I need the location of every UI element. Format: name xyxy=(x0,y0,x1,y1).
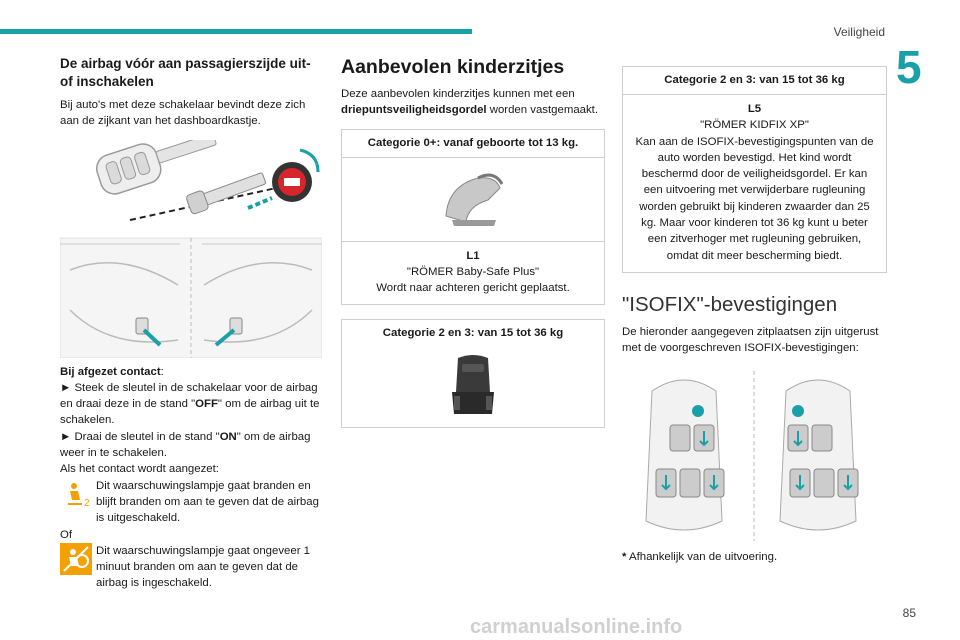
warning-off-text: Dit waarschuwingslampje gaat branden en blijft branden om aan te geven dat de airbag is uitgeschakeld. xyxy=(96,479,319,525)
seat-code-l5: L5 xyxy=(747,103,762,115)
footnote: * Afhankelijk van de uitvoering. xyxy=(622,550,778,563)
warning-on-row xyxy=(60,543,322,592)
warning-off-row xyxy=(60,478,322,527)
child-seats-intro: Deze aanbevolen kinderzitjes kunnen met een driepuntsveiligheidsgordel worden vastgemaakt. xyxy=(341,88,599,117)
seat-name-l1: "RÖMER Baby-Safe Plus" xyxy=(406,265,540,278)
seat-box-l1-text xyxy=(342,242,604,305)
seat-desc-l1: Wordt naar achteren gericht geplaatst. xyxy=(376,282,570,295)
isofix-diagram xyxy=(622,371,887,541)
page-number: 85 xyxy=(902,606,916,620)
key-and-dashboard-icon xyxy=(60,140,322,358)
seat-box-l5-text xyxy=(623,95,886,272)
airbag-on-warning-icon xyxy=(60,543,92,575)
seat-box-l1 xyxy=(341,129,605,306)
svg-text:2: 2 xyxy=(84,497,90,509)
seat-box-l1-image xyxy=(342,158,604,242)
column-isofix xyxy=(622,66,887,565)
step-on: ► Draai de sleutel in de stand "ON" om de airbag weer in te schakelen. xyxy=(60,430,311,460)
airbag-intro: Bij auto's met deze schakelaar bevindt deze zich aan de zijkant van het dashboardkastje. xyxy=(60,99,306,128)
seat-box-l5 xyxy=(622,66,887,273)
airbag-switch-illustration xyxy=(60,140,322,358)
seat-desc-l5: Kan aan de ISOFIX-bevestigingspunten van de auto worden bevestigd. Het kind wordt beschermd door de veiligheidsgordel. Er kan een uitvoering met verwijderbare rugleuning worden gebruikt bij kinderen zwaarder dan 25 kg. Maar voor kinderen tot 36 kg kunt u beter een zitverhoger met rugleuning gebruiken, omdat dit meer bescherming biedt. xyxy=(635,135,874,262)
seat-code-l1: L1 xyxy=(466,249,480,262)
seat-box-l1-head: Categorie 0+: vanaf geboorte tot 13 kg. xyxy=(342,130,604,158)
airbag-off-warning-icon xyxy=(60,478,92,510)
seat-box-l5-head: Categorie 2 en 3: van 15 tot 36 kg xyxy=(623,67,886,95)
child-seats-heading: Aanbevolen kinderzitjes xyxy=(341,56,565,78)
column-airbag xyxy=(60,55,322,592)
section-title: Veiligheid xyxy=(833,25,885,39)
contact-off-line: Bij afgezet contact: xyxy=(60,365,164,378)
booster-seat-icon xyxy=(448,352,498,422)
seat-box-cat23 xyxy=(341,319,605,428)
baby-seat-icon xyxy=(438,166,508,232)
watermark: carmanualsonline.info xyxy=(470,616,683,638)
seat-box-cat23-image xyxy=(342,347,604,427)
chapter-number: 5 xyxy=(896,41,922,93)
or-text: Of xyxy=(60,528,73,541)
seat-box-cat23-head: Categorie 2 en 3: van 15 tot 36 kg xyxy=(382,327,564,340)
seat-name-l5: "RÖMER KIDFIX XP" xyxy=(700,119,809,132)
isofix-intro: De hieronder aangegeven zitplaatsen zijn uitgerust met de voorgeschreven ISOFIX-bevestigingen: xyxy=(622,325,879,355)
warning-on-text: Dit waarschuwingslampje gaat ongeveer 1 minuut branden om aan te geven dat de airbag is ingeschakeld. xyxy=(96,544,311,590)
airbag-heading: De airbag vóór aan passagierszijde uit- of inschakelen xyxy=(60,56,311,89)
contact-on-line: Als het contact wordt aangezet: xyxy=(60,463,219,476)
header-accent-bar xyxy=(0,29,472,34)
step-off: ► Steek de sleutel in de schakelaar voor de airbag en draai deze in de stand "OFF" om de airbag uit te schakelen. xyxy=(60,381,320,427)
isofix-heading: "ISOFIX"-bevestigingen xyxy=(622,292,838,316)
column-child-seats xyxy=(341,55,605,428)
car-seat-layout-icon xyxy=(622,371,887,541)
